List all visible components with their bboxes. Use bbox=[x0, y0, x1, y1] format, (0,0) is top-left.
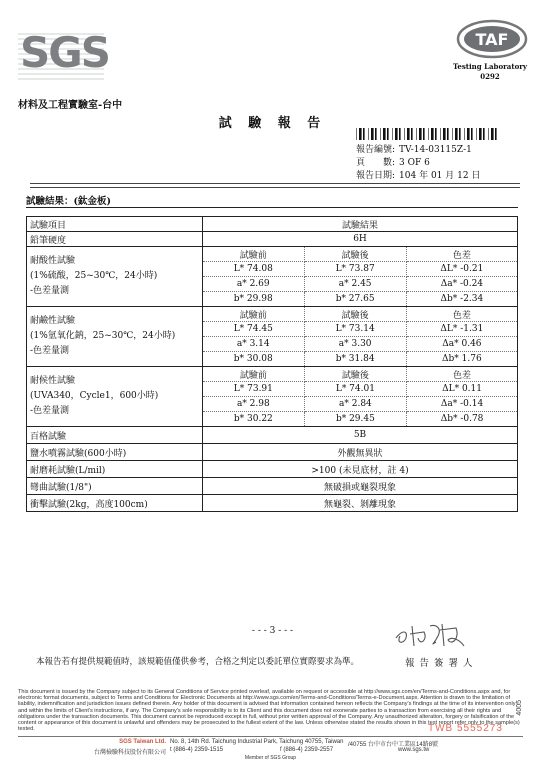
value-cell: Δb* -2.34 bbox=[440, 294, 484, 304]
value-cell: Δa* -0.24 bbox=[406, 277, 517, 292]
value-cell: a* 2.45 bbox=[304, 277, 406, 292]
pencil-label: 鉛筆硬度 bbox=[27, 232, 203, 247]
page-count-label: 頁 數: bbox=[356, 158, 396, 168]
sub-header: 試驗後 bbox=[304, 247, 406, 262]
value-cell: b* 27.65 bbox=[304, 292, 406, 307]
col-result-header: 試驗結果 bbox=[203, 217, 518, 232]
report-date-label: 報告日期: bbox=[356, 171, 396, 181]
value-cell: L* 73.14 bbox=[304, 322, 406, 337]
value-cell: L* 73.87 bbox=[304, 262, 406, 277]
company-zh: 台灣檢驗科技股份有限公司 bbox=[93, 750, 166, 756]
serial-number: TWB 5555273 bbox=[428, 723, 503, 734]
sgs-logo bbox=[18, 28, 109, 84]
value-cell: a* 2.98 bbox=[203, 397, 304, 412]
bending-label: 彎曲試驗(1/8") bbox=[27, 478, 203, 495]
address-zh: /40755 台中市台中工業區14路8號 bbox=[348, 742, 439, 748]
table-row bbox=[27, 478, 518, 495]
report-date-value: 104 年 01 月 12 日 bbox=[399, 171, 481, 181]
sub-header: 試驗前 bbox=[203, 307, 304, 322]
taf-caption: Testing Laboratory bbox=[452, 62, 528, 71]
impact-value: 無龜裂、剝離現象 bbox=[203, 495, 518, 512]
website-link[interactable]: www.sgs.tw bbox=[398, 747, 430, 753]
weather-label-line: (UVA340，Cycle1，600小時) bbox=[30, 391, 159, 401]
value-cell: a* 3.30 bbox=[304, 337, 406, 352]
salt-label: 鹽水噴霧試驗(600小時) bbox=[27, 444, 203, 461]
table-row bbox=[27, 444, 518, 461]
acid-label-line: (1%硫酸，25~30℃，24小時) bbox=[30, 271, 158, 281]
value-cell: L* 74.01 bbox=[304, 382, 406, 397]
sub-header: 試驗後 bbox=[304, 307, 406, 322]
crosshatch-value: 5B bbox=[203, 427, 518, 444]
report-number bbox=[356, 142, 472, 155]
weather-label-line: 耐候性試驗 bbox=[30, 376, 76, 386]
sub-header: 色差 bbox=[406, 247, 517, 262]
abrasion-value: >100 (未見底材，註 4) bbox=[203, 461, 518, 478]
table-row bbox=[27, 232, 518, 247]
fax: f (886-4) 2359-2557 bbox=[280, 747, 334, 753]
crosshatch-label: 百格試驗 bbox=[27, 427, 203, 444]
alkali-label-line: (1%氫氧化鈉，25~30℃，24小時) bbox=[30, 331, 176, 341]
member-text: Member of SGS Group bbox=[244, 755, 297, 761]
alkali-label bbox=[27, 307, 203, 367]
value-cell: L* 74.45 bbox=[203, 322, 304, 337]
taf-logo-text: TAF bbox=[475, 30, 509, 49]
value-cell: b* 30.08 bbox=[203, 352, 304, 367]
value-cell: b* 31.84 bbox=[304, 352, 406, 367]
value-cell: Δa* 0.46 bbox=[406, 337, 517, 352]
divider bbox=[30, 183, 520, 188]
taf-number: 0292 bbox=[480, 72, 500, 81]
disclaimer: This document is issued by the Company subject to its General Conditions of Service printed overleaf, available on request or accessible at http://www.sgs.com/en/Terms-and-Conditions.aspx and, for electronic format documents, subject to Terms and Conditions for Electronic Documents at http://www.sgs.com/en/Terms-and-Conditions/Terms-e-Document.aspx. Attention is drawn to the limitation of liability, indemnification and jurisdiction issues defined therein. Any holder of this document is advised that information contained hereon reflects the Company's findings at the time of its intervention only and within the limits of Client's instructions, if any. The Company's sole responsibility is to its Client and this document does not exonerate parties to a transaction from exercising all their rights and obligations under the transaction documents. This document cannot be reproduced except in full, without prior written approval of the Company. Any unauthorized alteration, forgery or falsification of the content or appearance of this document is unlawful and offenders may be prosecuted to the fullest extent of the law. Unless otherwise stated the results shown in this test report refer only to the sample(s) tested. bbox=[18, 689, 520, 733]
page-title: 試 驗 報 告 bbox=[218, 116, 327, 131]
value-cell: b* 29.45 bbox=[304, 412, 406, 427]
value-cell: ΔL* -1.31 bbox=[406, 322, 517, 337]
company-en: SGS Taiwan Ltd. bbox=[119, 739, 166, 745]
acid-label-line: 耐酸性試驗 bbox=[30, 256, 76, 266]
signer-label: 報告簽署人 bbox=[405, 658, 478, 669]
value-cell: Δa* -0.14 bbox=[407, 397, 517, 412]
value-cell: Δb* -0.78 bbox=[440, 414, 484, 424]
divider bbox=[26, 207, 518, 208]
value-cell: b* 30.22 bbox=[203, 412, 304, 427]
table-row bbox=[27, 461, 518, 478]
notice-text: 本報告若有提供規範值時，該規範值僅供參考，合格之判定以委託單位實際要求為準。 bbox=[36, 657, 360, 667]
signature bbox=[390, 616, 470, 652]
address-en: No. 8, 14th Rd. Taichung Industrial Park, Taichung 40755, Taiwan bbox=[170, 739, 344, 745]
abrasion-label: 耐磨耗試驗(L/mil) bbox=[27, 461, 203, 478]
bending-value: 無破損或龜裂現象 bbox=[203, 478, 518, 495]
report-date bbox=[356, 168, 480, 181]
taf-logo bbox=[455, 18, 529, 60]
table-row bbox=[27, 367, 518, 427]
sub-header: 色差 bbox=[407, 367, 517, 382]
pencil-value: 6H bbox=[203, 232, 518, 247]
report-number-value: TV-14-03115Z-1 bbox=[399, 145, 472, 155]
value-cell: ΔL* -0.21 bbox=[406, 262, 517, 277]
report-number-label: 報告編號: bbox=[356, 145, 396, 155]
col-item-header: 試驗項目 bbox=[27, 217, 203, 232]
divider bbox=[18, 736, 523, 737]
alkali-label-line: 耐鹼性試驗 bbox=[30, 316, 76, 326]
table-row bbox=[27, 247, 518, 307]
value-cell: Δb* 1.76 bbox=[442, 354, 482, 364]
acid-label-line: -色差量測 bbox=[30, 286, 70, 296]
table-row bbox=[27, 307, 518, 367]
table-row bbox=[27, 427, 518, 444]
sub-header: 試驗後 bbox=[304, 367, 406, 382]
value-cell: ΔL* 0.11 bbox=[407, 382, 517, 397]
phone: t (886-4) 2359-1515 bbox=[170, 747, 224, 753]
sub-header: 色差 bbox=[406, 307, 517, 322]
value-cell: a* 2.84 bbox=[304, 397, 406, 412]
lab-name: 材料及工程實驗室-台中 bbox=[18, 100, 123, 111]
side-code: 4005 bbox=[516, 700, 523, 716]
alkali-values bbox=[203, 307, 518, 367]
alkali-label-line: -色差量測 bbox=[30, 346, 70, 356]
table-header-row bbox=[27, 217, 518, 232]
page-number: - - - 3 - - - bbox=[251, 626, 294, 636]
sub-header: 試驗前 bbox=[203, 367, 304, 382]
sub-header: 試驗前 bbox=[203, 247, 304, 262]
acid-values bbox=[203, 247, 518, 307]
weather-values bbox=[203, 367, 518, 427]
results-table bbox=[26, 216, 518, 512]
weather-label bbox=[27, 367, 203, 427]
footer bbox=[18, 736, 523, 760]
value-cell: L* 73.91 bbox=[203, 382, 304, 397]
impact-label: 衝擊試驗(2kg，高度100cm) bbox=[27, 495, 203, 512]
value-cell: b* 29.98 bbox=[203, 292, 304, 307]
results-header: 試驗結果：(鈦金板) bbox=[26, 196, 111, 207]
salt-value: 外觀無異狀 bbox=[203, 444, 518, 461]
sgs-logo-text: SGS bbox=[20, 28, 109, 77]
value-cell: a* 3.14 bbox=[203, 337, 304, 352]
value-cell: L* 74.08 bbox=[203, 262, 304, 277]
page-count-value: 3 OF 6 bbox=[399, 158, 430, 168]
page-count bbox=[356, 155, 430, 168]
table-row bbox=[27, 495, 518, 512]
acid-label bbox=[27, 247, 203, 307]
value-cell: a* 2.69 bbox=[203, 277, 304, 292]
barcode bbox=[356, 128, 498, 140]
weather-label-line: -色差量測 bbox=[30, 406, 70, 416]
